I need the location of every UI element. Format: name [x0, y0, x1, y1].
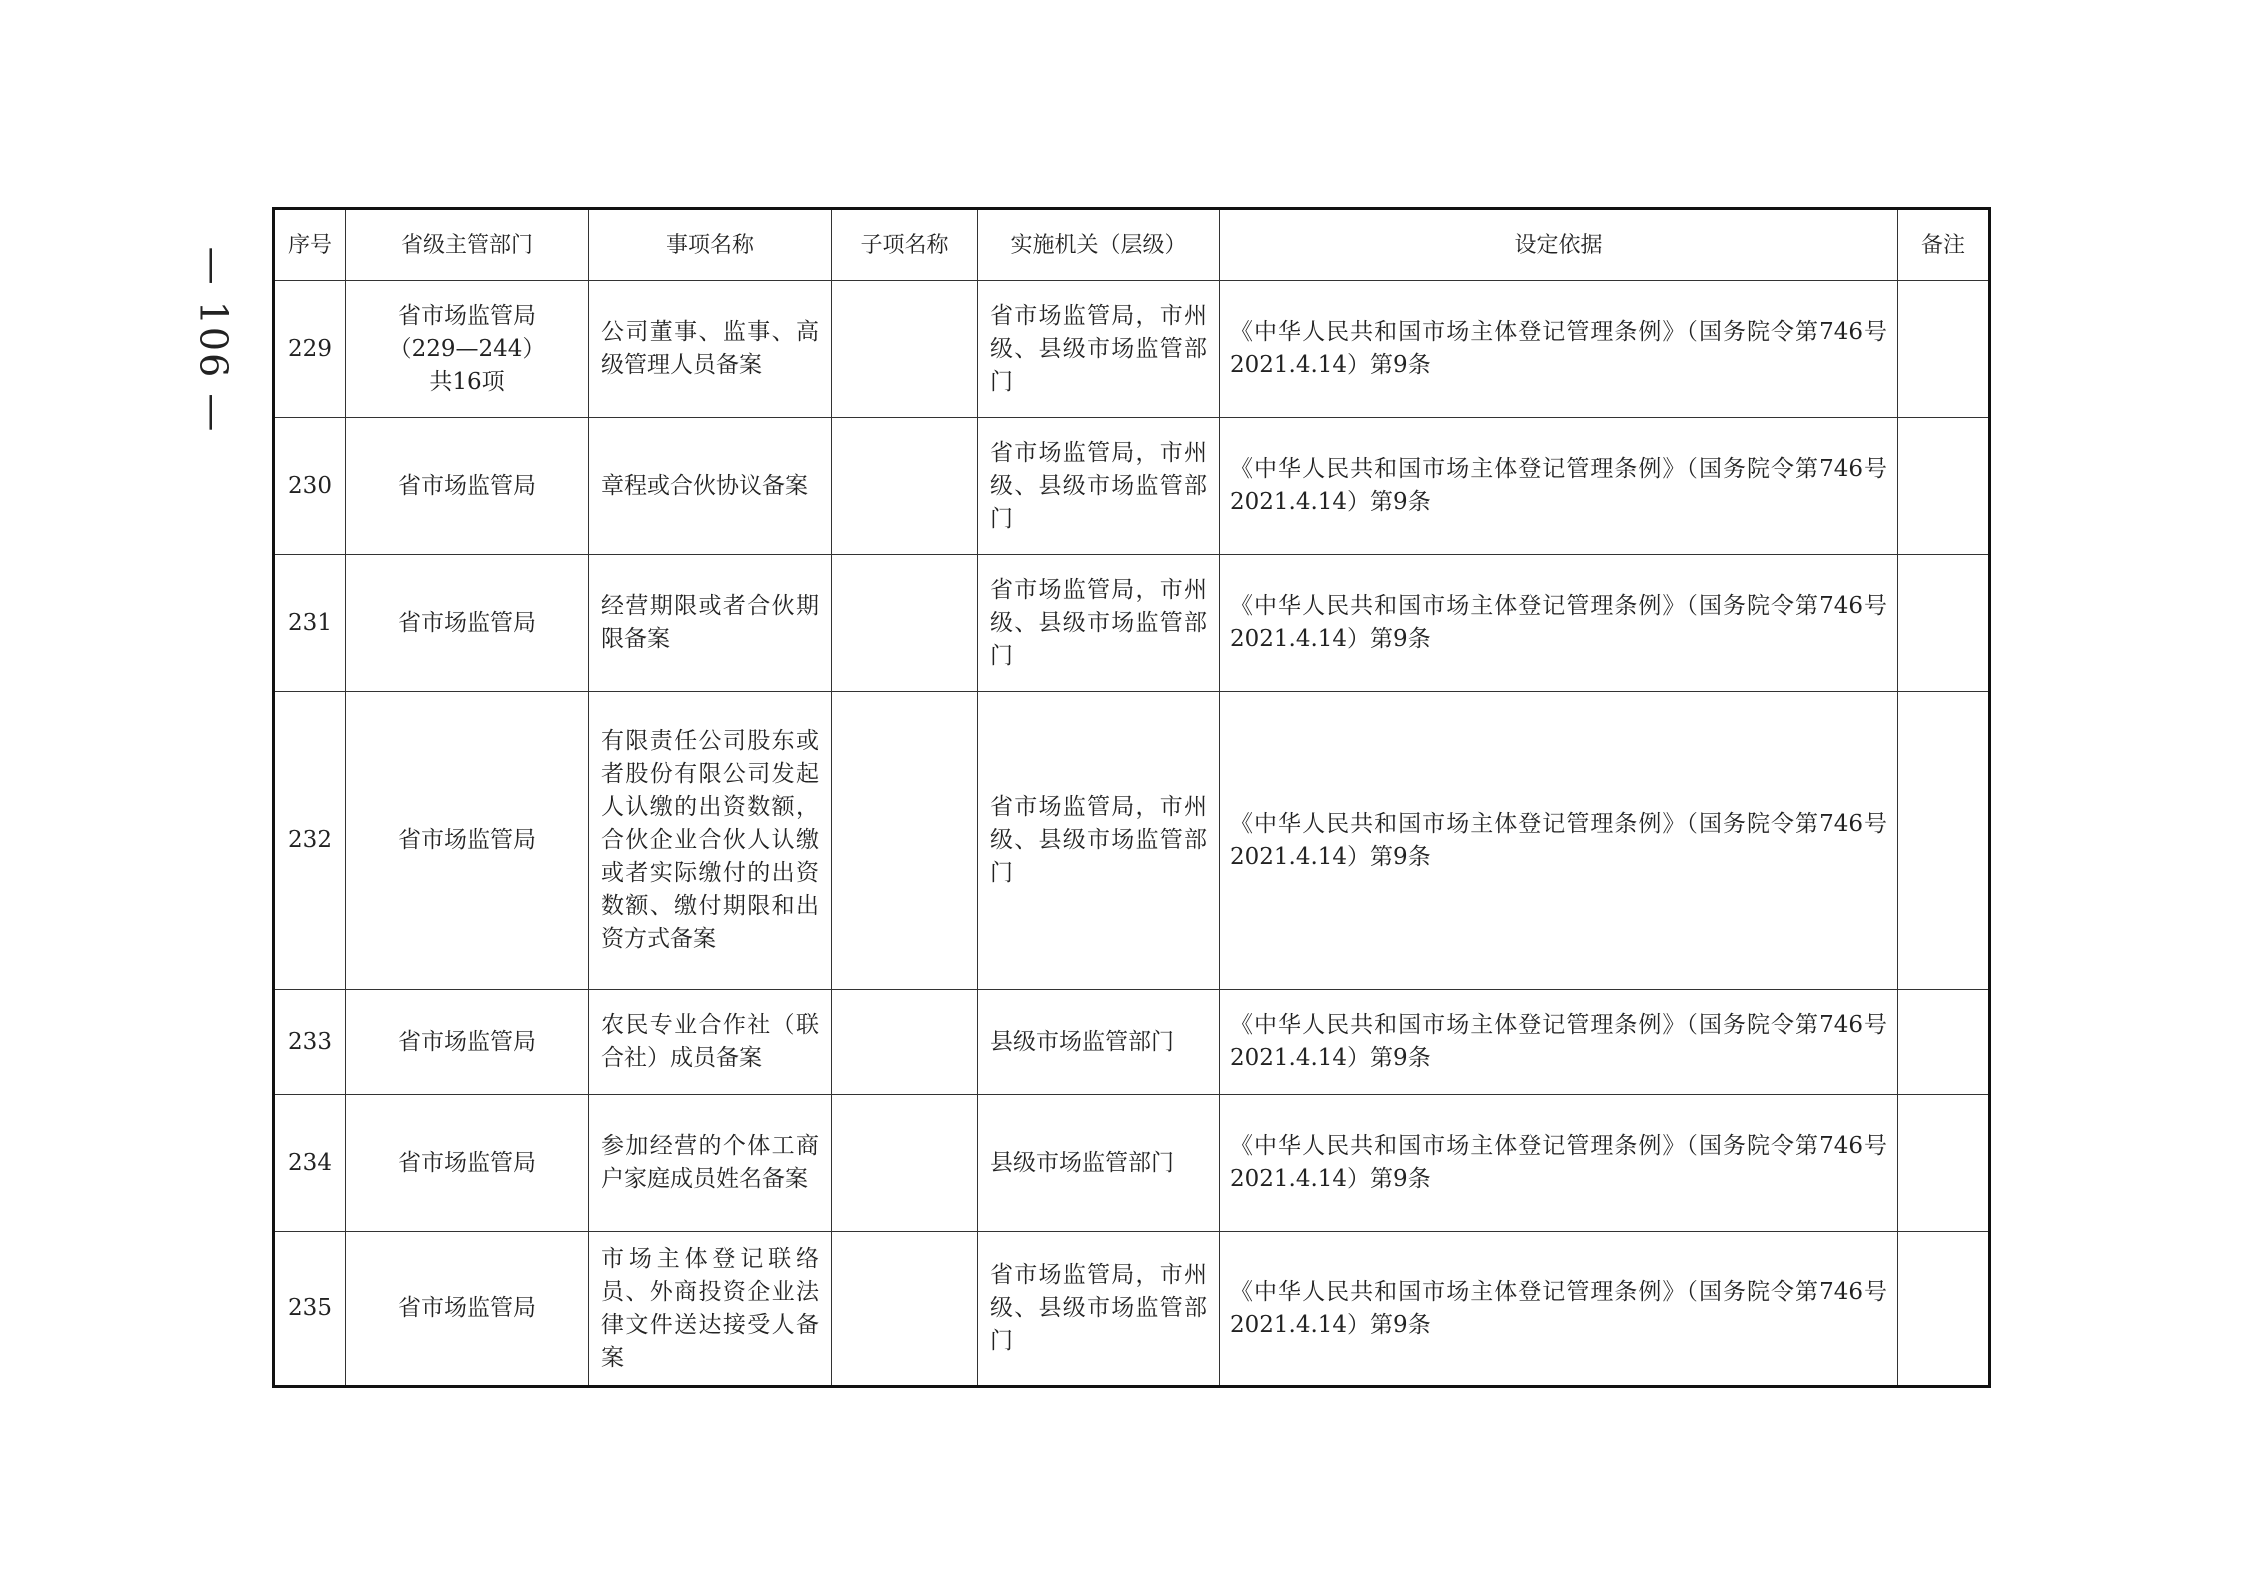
table-row: [274, 418, 1990, 555]
department-range-line: （229—244）: [388, 335, 546, 362]
cell-note: [1898, 1095, 1990, 1232]
header-basis: 设定依据: [1220, 209, 1898, 281]
cell-agency: 县级市场监管部门: [978, 990, 1220, 1095]
header-serial: 序号: [274, 209, 346, 281]
cell-agency: 省市场监管局，市州级、县级市场监管部门: [978, 1232, 1220, 1387]
cell-serial: 234: [274, 1095, 346, 1232]
cell-note: [1898, 990, 1990, 1095]
page-number: [191, 246, 236, 434]
cell-note: [1898, 555, 1990, 692]
cell-department: 省市场监管局: [346, 418, 589, 555]
cell-item-name: 市场主体登记联络员、外商投资企业法律文件送达接受人备案: [589, 1232, 832, 1387]
cell-basis: 《中华人民共和国市场主体登记管理条例》（国务院令第746号 2021.4.14）第9条: [1220, 281, 1898, 418]
cell-department: 省市场监管局: [346, 1095, 589, 1232]
cell-department: 省市场监管局: [346, 555, 589, 692]
cell-basis: 《中华人民共和国市场主体登记管理条例》（国务院令第746号 2021.4.14）第9条: [1220, 1095, 1898, 1232]
cell-basis: 《中华人民共和国市场主体登记管理条例》（国务院令第746号 2021.4.14）第9条: [1220, 1232, 1898, 1387]
cell-agency: 省市场监管局，市州级、县级市场监管部门: [978, 692, 1220, 990]
table-row: [274, 1095, 1990, 1232]
table-row: [274, 692, 1990, 990]
cell-note: [1898, 1232, 1990, 1387]
cell-basis: 《中华人民共和国市场主体登记管理条例》（国务院令第746号 2021.4.14）第9条: [1220, 418, 1898, 555]
cell-department: [346, 281, 589, 418]
cell-department: 省市场监管局: [346, 1232, 589, 1387]
cell-note: [1898, 692, 1990, 990]
cell-serial: 232: [274, 692, 346, 990]
cell-item-name: 参加经营的个体工商户家庭成员姓名备案: [589, 1095, 832, 1232]
cell-item-name: 经营期限或者合伙期限备案: [589, 555, 832, 692]
cell-subitem-name: [832, 555, 978, 692]
cell-agency: 省市场监管局，市州级、县级市场监管部门: [978, 281, 1220, 418]
table-row: [274, 1232, 1990, 1387]
page-number-text: — 106 —: [191, 246, 236, 434]
cell-agency: 省市场监管局，市州级、县级市场监管部门: [978, 418, 1220, 555]
cell-agency: 县级市场监管部门: [978, 1095, 1220, 1232]
cell-basis: 《中华人民共和国市场主体登记管理条例》（国务院令第746号 2021.4.14）第9条: [1220, 990, 1898, 1095]
cell-subitem-name: [832, 1232, 978, 1387]
cell-item-name: 章程或合伙协议备案: [589, 418, 832, 555]
department-line: 省市场监管局: [398, 302, 536, 329]
header-note: 备注: [1898, 209, 1990, 281]
cell-subitem-name: [832, 281, 978, 418]
cell-department: 省市场监管局: [346, 990, 589, 1095]
cell-subitem-name: [832, 1095, 978, 1232]
header-subitem-name: 子项名称: [832, 209, 978, 281]
cell-basis: 《中华人民共和国市场主体登记管理条例》（国务院令第746号 2021.4.14）第9条: [1220, 555, 1898, 692]
cell-subitem-name: [832, 692, 978, 990]
cell-note: [1898, 281, 1990, 418]
items-table: [272, 207, 1991, 1388]
header-department: 省级主管部门: [346, 209, 589, 281]
cell-serial: 230: [274, 418, 346, 555]
department-count-line: 共16项: [429, 368, 505, 395]
cell-serial: 233: [274, 990, 346, 1095]
table-row: [274, 281, 1990, 418]
cell-note: [1898, 418, 1990, 555]
cell-agency: 省市场监管局，市州级、县级市场监管部门: [978, 555, 1220, 692]
table-row: [274, 555, 1990, 692]
cell-subitem-name: [832, 990, 978, 1095]
table-header-row: [274, 209, 1990, 281]
cell-serial: 229: [274, 281, 346, 418]
cell-serial: 231: [274, 555, 346, 692]
table-row: [274, 990, 1990, 1095]
cell-item-name: 农民专业合作社（联合社）成员备案: [589, 990, 832, 1095]
cell-serial: 235: [274, 1232, 346, 1387]
cell-item-name: 有限责任公司股东或者股份有限公司发起人认缴的出资数额，合伙企业合伙人认缴或者实际缴付的出资数额、缴付期限和出资方式备案: [589, 692, 832, 990]
cell-item-name: 公司董事、监事、高级管理人员备案: [589, 281, 832, 418]
cell-department: 省市场监管局: [346, 692, 589, 990]
cell-basis: 《中华人民共和国市场主体登记管理条例》（国务院令第746号 2021.4.14）第9条: [1220, 692, 1898, 990]
cell-subitem-name: [832, 418, 978, 555]
header-agency: 实施机关（层级）: [978, 209, 1220, 281]
header-item-name: 事项名称: [589, 209, 832, 281]
